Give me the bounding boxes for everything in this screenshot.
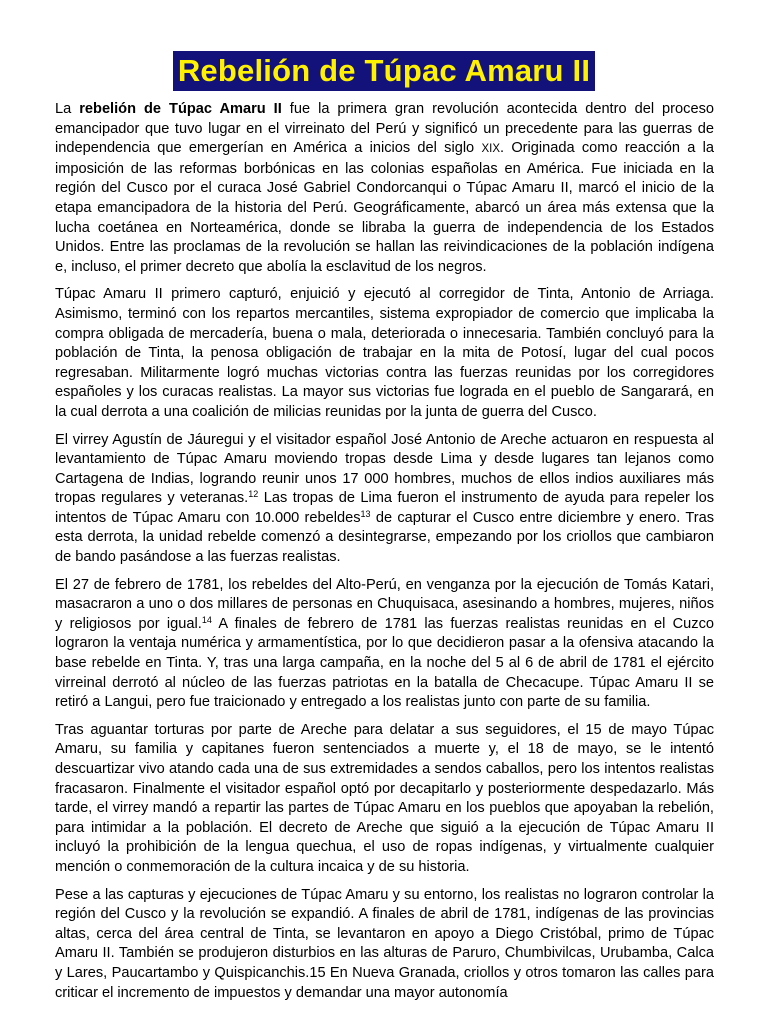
p1-text-a: La: [55, 101, 80, 117]
paragraph-3: [55, 431, 714, 568]
p4-text-b: A finales de febrero de 1781 las fuerzas realistas reunidas en el Cuzco lograron la ventaja numérica y armamentística, por lo que decidieron pasar a la ofensiva atacando la base rebelde en Tinta. Y, tras una larga campaña, en la noche del 5 al 6 de abril de 1781 el ejército virreinal derrotó al núcleo de las fuerzas patriotas en la batalla de Checacupe. Túpac Amaru II se retiró a Langui, pero fue traicionado y entregado a los realistas junto con parte de su familia.: [55, 615, 714, 711]
p3-text-b: Las tropas de Lima fueron el instrumento de ayuda para repeler los intentos de Túpac Amaru con 10.000 rebeldes: [55, 490, 714, 526]
title-container: [0, 51, 768, 91]
p1-century: XIX: [481, 143, 500, 156]
footnote-ref-13: 13: [360, 508, 371, 519]
paragraph-6: Pese a las capturas y ejecuciones de Túpac Amaru y su entorno, los realistas no lograron controlar la región del Cusco y la revolución se expandió. A finales de abril de 1781, indígenas de las provincias altas, cerca del área central de Tinta, se levantaron en apoyo a Diego Cristóbal, primo de Túpac Amaru II. También se produjeron disturbios en las alturas de Paruro, Chumbivilcas, Urubamba, Calca y Lares, Paucartambo y Quispicanchis.15 En Nueva Granada, criollos y otros tomaron las calles para criticar el incremento de impuestos y demandar una mayor autonomía: [55, 886, 714, 1001]
p1-bold-term: rebelión de Túpac Amaru II: [79, 101, 282, 117]
p3-text-c: de capturar el Cusco entre diciembre y enero. Tras esta derrota, la unidad rebelde comenzó a desintegrarse, empezando por los criollos que cambiaron de bando pasándose a las fuerzas realistas.: [55, 509, 714, 566]
article-body: [55, 100, 714, 1011]
paragraph-5: Tras aguantar torturas por parte de Areche para delatar a sus seguidores, el 15 de mayo Túpac Amaru, su familia y capitanes fueron sentenciados a muerte y, el 18 de mayo, se le intentó descuartizar vivo atando cada una de sus extremidades a sendos caballos, pero los intentos realistas fracasaron. Finalmente el visitador español optó por decapitarlo y posteriormente despedazarlo. Más tarde, el virrey mandó a repartir las partes de Túpac Amaru en los pueblos que apoyaban la rebelión, para intimidar a la población. El decreto de Areche que siguió a la ejecución de Túpac Amaru II incluyó la prohibición de la lengua quechua, el uso de ropas indígenas, y virtualmente cualquier mención o conmemoración de la cultura incaica y de su historia.: [55, 721, 714, 875]
paragraph-4: [55, 576, 714, 713]
paragraph-2: Túpac Amaru II primero capturó, enjuició y ejecutó al corregidor de Tinta, Antonio de Arriaga. Asimismo, terminó con los repartos mercantiles, sistema expropiador de comercio que implicaba la compra obligada de mercadería, buena o mala, deteriorada o innecesaria. También concluyó para la población de Tinta, la penosa obligación de trabajar en la mita de Potosí, lugar del cual pocos regresaban. Militarmente logró muchas victorias contra las fuerzas reunidas por los corregidores españoles y los curacas realistas. La mayor sus victorias fue lograda en el pueblo de Sangarará, en la cual derrota a una coalición de milicias reunidas por la junta de guerra del Cusco.: [55, 286, 714, 420]
p1-text-b: fue la primera gran revolución acontecida dentro del proceso emancipador que tuvo lugar en el virreinato del Perú y significó un precedente para las guerras de independencia que emergerían en América a inicios del siglo: [55, 101, 714, 157]
p4-text-a: El 27 de febrero de 1781, los rebeldes del Alto-Perú, en venganza por la ejecución de Tomás Katari, masacraron a uno o dos millares de personas en Chuquisaca, asesinando a hombres, mujeres, niños y religiosos por igual.: [55, 576, 714, 632]
footnote-ref-14: 14: [201, 614, 212, 625]
paragraph-1: [55, 100, 714, 277]
p3-text-a: El virrey Agustín de Jáuregui y el visitador español José Antonio de Areche actuaron en respuesta al levantamiento de Túpac Amaru moviendo tropas desde Lima y desde lugares tan lejanos como Cartagena de Indias, logrando reunir unos 17 000 hombres, muchos de ellos indios auxiliares más tropas regulares y veteranas.: [55, 431, 714, 507]
p1-text-c: . Originada como reacción a la imposición de las reformas borbónicas en las colonias españolas en América. Fue iniciada en la región del Cusco por el curaca José Gabriel Condorcanqui o Túpac Amaru II, marcó el inicio de la etapa emancipadora de la historia del Perú. Geográficamente, abarcó un área más extensa que la lucha coetánea en Norteamérica, donde se libraba la guerra de independencia de los Estados Unidos. Entre las proclamas de la revolución se hallan las reivindicaciones de la población indígena e, incluso, el primer decreto que abolía la esclavitud de los negros.: [55, 140, 714, 275]
page-title: Rebelión de Túpac Amaru II: [173, 51, 595, 91]
footnote-ref-12: 12: [248, 489, 259, 500]
